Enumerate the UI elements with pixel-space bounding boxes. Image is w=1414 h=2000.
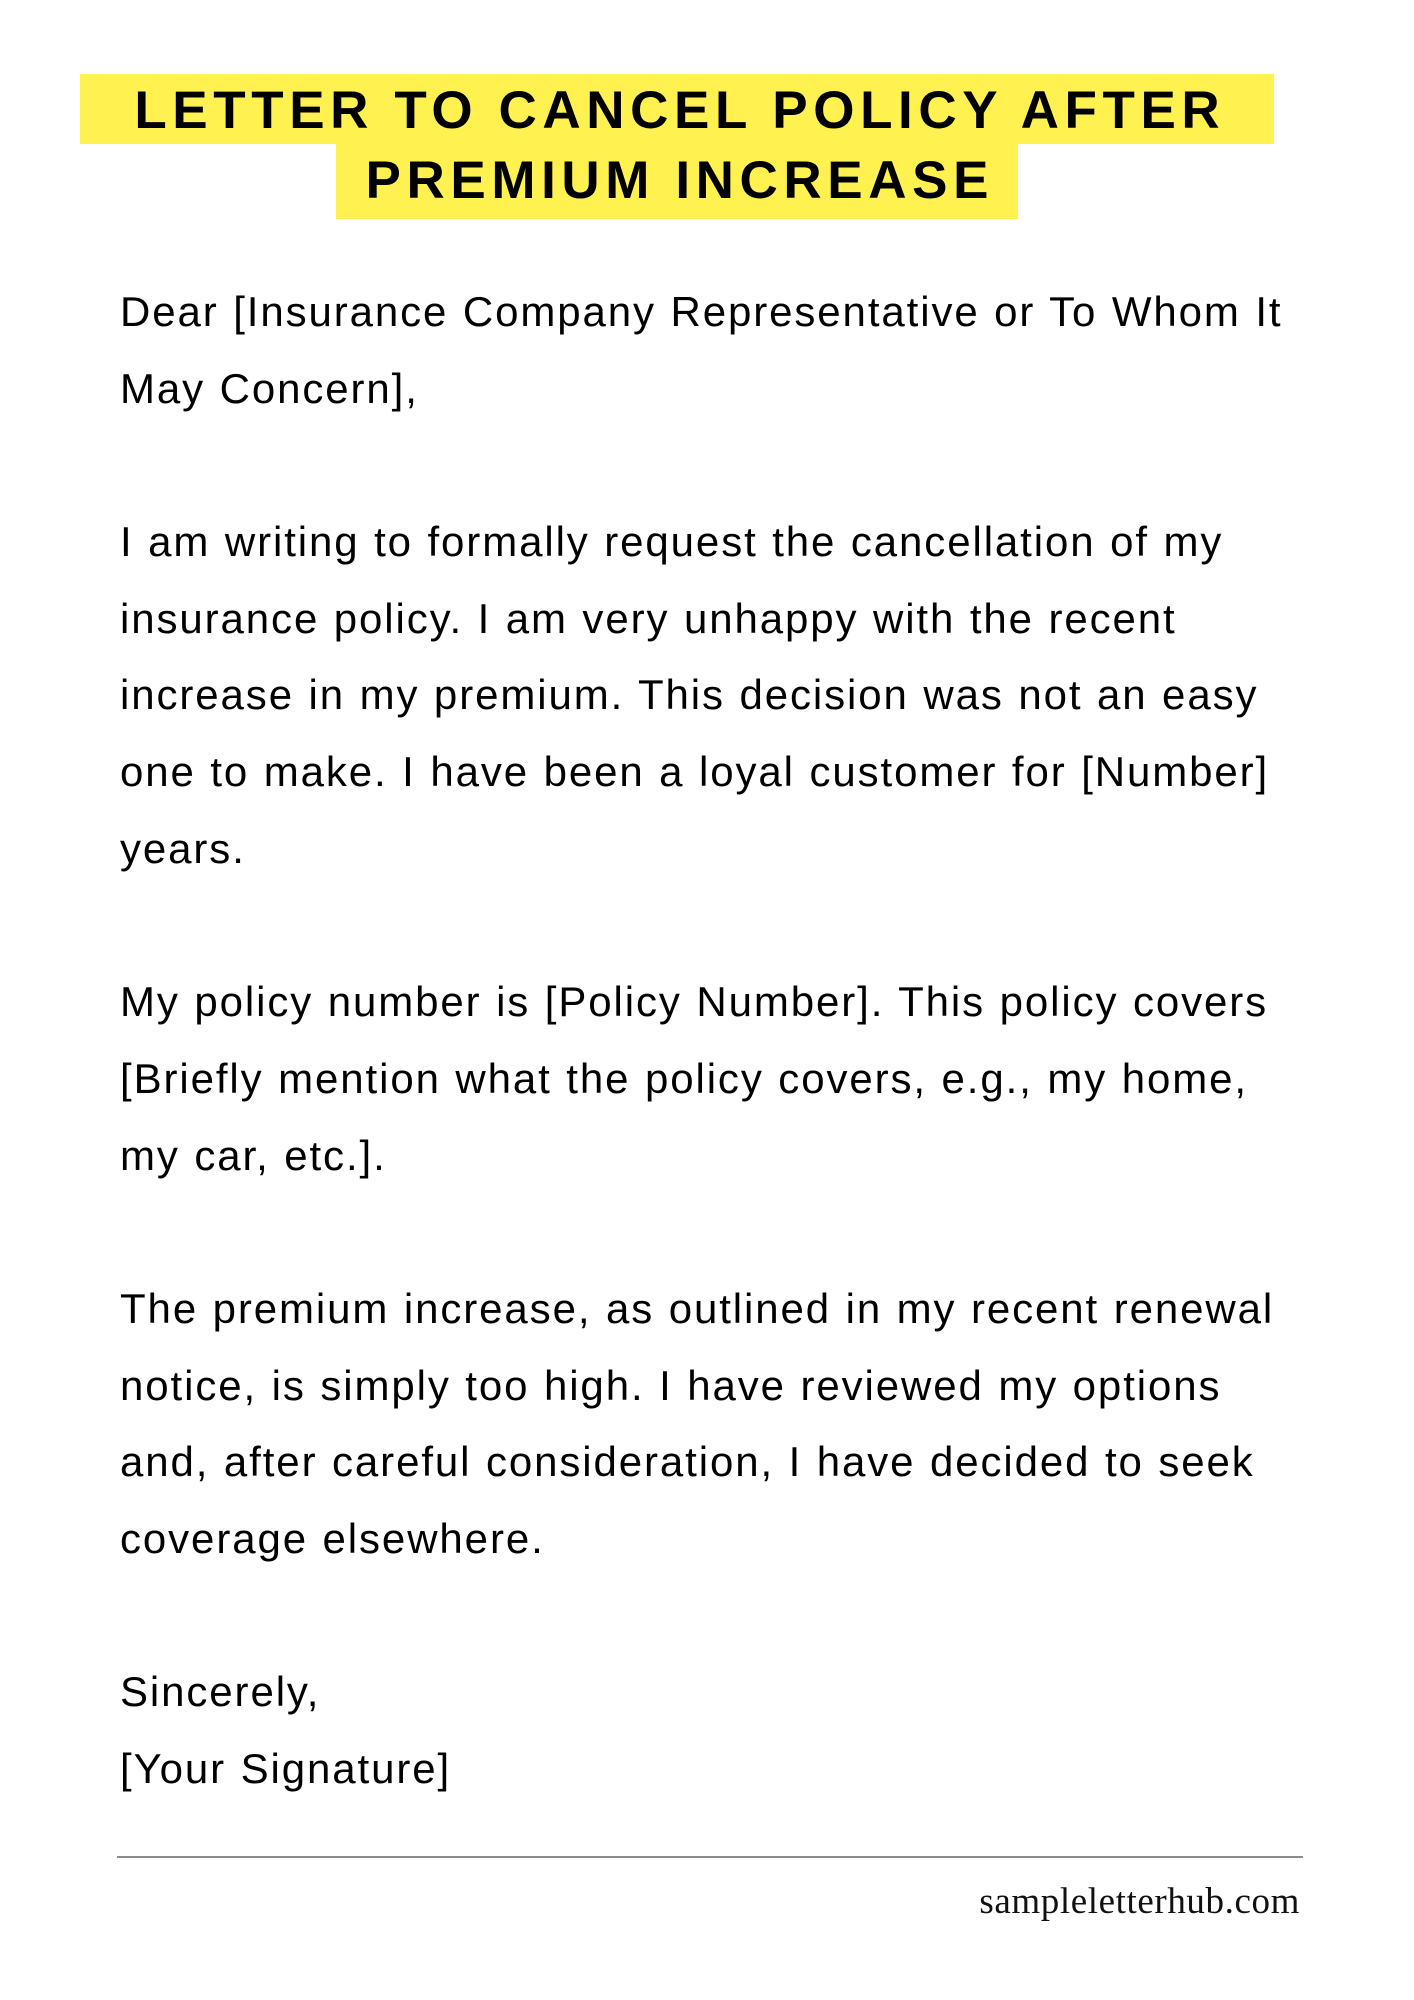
footer-divider <box>117 1856 1303 1858</box>
blank-line <box>120 888 1380 965</box>
paragraph-3-line: coverage elsewhere. <box>120 1515 545 1562</box>
paragraph-3-line: The premium increase, as outlined in my recent renewal <box>120 1284 1275 1332</box>
signature-line: [Your Signature] <box>120 1745 452 1793</box>
page-title-line-2 <box>336 143 1018 219</box>
blank-line <box>120 1194 1380 1271</box>
paragraph-2-line: my car, etc.]. <box>120 1131 387 1179</box>
salutation-line: May Concern], <box>120 364 419 412</box>
page-title-line-1 <box>80 74 1274 144</box>
salutation-line: Dear [Insurance Company Representative or To Whom It <box>120 288 1283 335</box>
paragraph-1-line: I am writing to formally request the cancellation of my <box>120 518 1224 566</box>
paragraph-1-line: insurance policy. I am very unhappy with the recent <box>120 594 1177 642</box>
paragraph-1-line: increase in my premium. This decision was not an easy <box>120 671 1259 719</box>
paragraph-3-line: notice, is simply too high. I have reviewed my options <box>120 1361 1222 1409</box>
letter-body <box>120 274 1380 1808</box>
blank-line <box>120 427 1380 504</box>
page-title-text-1: LETTER TO CANCEL POLICY AFTER <box>134 81 1226 140</box>
closing-line: Sincerely, <box>120 1668 321 1716</box>
blank-line <box>120 1578 1380 1655</box>
paragraph-1-line: years. <box>120 824 246 872</box>
paragraph-2-line: My policy number is [Policy Number]. This policy covers <box>120 978 1269 1026</box>
paragraph-3-line: and, after careful consideration, I have decided to seek <box>120 1438 1255 1486</box>
paragraph-1-line: one to make. I have been a loyal customer for [Number] <box>120 748 1270 796</box>
footer-site-name: sampleletterhub.com <box>979 1881 1300 1922</box>
paragraph-2-line: [Briefly mention what the policy covers, e.g., my home, <box>120 1054 1248 1102</box>
page-title-text-2: PREMIUM INCREASE <box>365 151 995 210</box>
